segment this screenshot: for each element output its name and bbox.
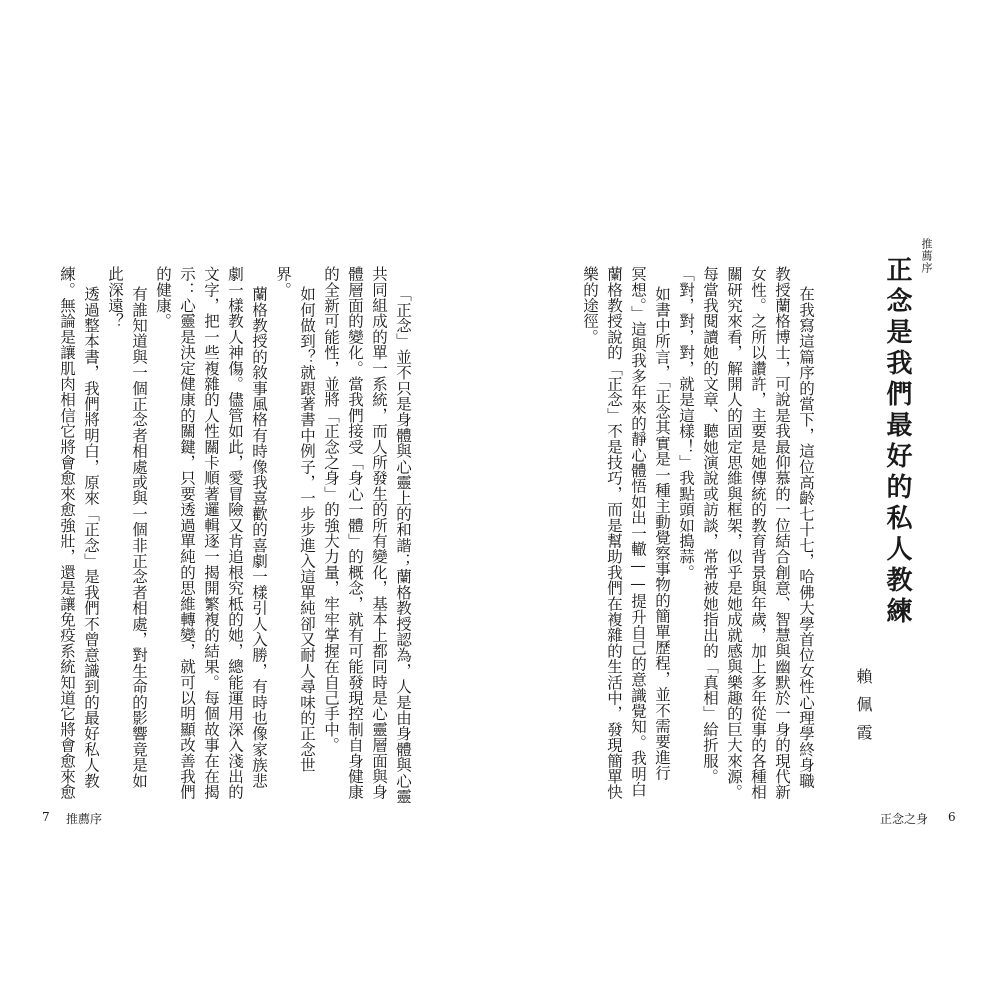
- body-line: 的全新可能性，並將「正念之身」的強大力量，牢牢掌握在自己手中。: [322, 266, 340, 753]
- running-head: 正念之身: [880, 812, 929, 826]
- body-line: 教授蘭格博士，可說是我最仰慕的一位結合創意、智慧與幽默於一身的現代新: [773, 266, 791, 800]
- body-line: 蘭格教授的敘事風格有時像我喜歡的喜劇一樣引人入勝，有時也像家族悲: [250, 286, 268, 789]
- body-line: 關研究來看，解開人的固定思維與框架，似乎是她成就感與樂趣的巨大來源。: [725, 266, 743, 800]
- author-name: 賴佩霞: [854, 668, 873, 752]
- body-line: 「正念」並不只是身體與心靈上的和諧；蘭格教授認為，人是由身體與心靈: [394, 286, 412, 805]
- body-line: 在我寫這篇序的當下，這位高齡七十七，哈佛大學首位女性心理學終身職: [797, 286, 815, 789]
- body-line: 文字，把一些複雜的人性關卡順著邏輯逐一揭開繁複的結果。每個故事在在揭: [202, 266, 220, 800]
- body-line: 練。無論是讓肌肉相信它將會愈來愈強壯，還是讓免疫系統知道它將會愈來愈: [58, 266, 76, 800]
- body-line: 如書中所言，「正念其實是一種主動覺察事物的簡單歷程，並不需要進行: [653, 286, 671, 781]
- body-line: 蘭格教授說的「正念」不是技巧，而是幫助我們在複雜的生活中，發現簡單快: [605, 266, 623, 800]
- body-line: 界。: [274, 266, 292, 298]
- body-line: 此深遠？: [106, 266, 124, 329]
- body-line: 冥想。」這與我多年來的靜心體悟如出一轍——提升自己的意識覺知。我明白: [629, 266, 647, 798]
- body-line: 「對，對，對，就是這樣！」我點頭如搗蒜。: [677, 266, 695, 580]
- body-line: 透過整本書，我們將明白，原來「正念」是我們不曾意識到的最好私人教: [82, 286, 100, 789]
- body-line: 女性。之所以讚許，主要是她傳統的教育背景與年歲，加上多年從事的各種相: [749, 266, 767, 800]
- body-line: 體層面的變化。當我們接受「身心一體」的概念，就有可能發現控制自身健康: [346, 266, 364, 800]
- body-line: 共同組成的單一系統，而人所發生的所有變化，基本上都同時是心靈層面與身: [370, 266, 388, 800]
- body-line: 有誰知道與一個正念者相處或與一個非正念者相處，對生命的影響竟是如: [130, 286, 148, 789]
- section-label: 推薦序: [920, 238, 933, 274]
- page-number: 7: [42, 810, 50, 824]
- body-line: 樂的途徑。: [581, 266, 599, 345]
- body-line: 如何做到？就跟著書中例子，一步步進入這單純卻又耐人尋味的正念世: [298, 286, 316, 773]
- body-line: 的健康。: [154, 266, 172, 329]
- body-line: 劇一樣教人神傷。儘管如此，愛冒險又肯追根究柢的她，總能運用深入淺出的: [226, 266, 244, 800]
- body-line: 每當我閱讀她的文章、聽她演說或訪談，常常被她指出的「真相」給折服。: [701, 266, 719, 785]
- running-head: 推薦序: [66, 812, 103, 826]
- chapter-title: 正念是我們最好的私人教練: [882, 256, 912, 628]
- page-number: 6: [948, 810, 956, 824]
- body-line: 示：心靈是決定健康的關鍵，只要透過單純的思維轉變，就可以明顯改善我們: [178, 266, 196, 800]
